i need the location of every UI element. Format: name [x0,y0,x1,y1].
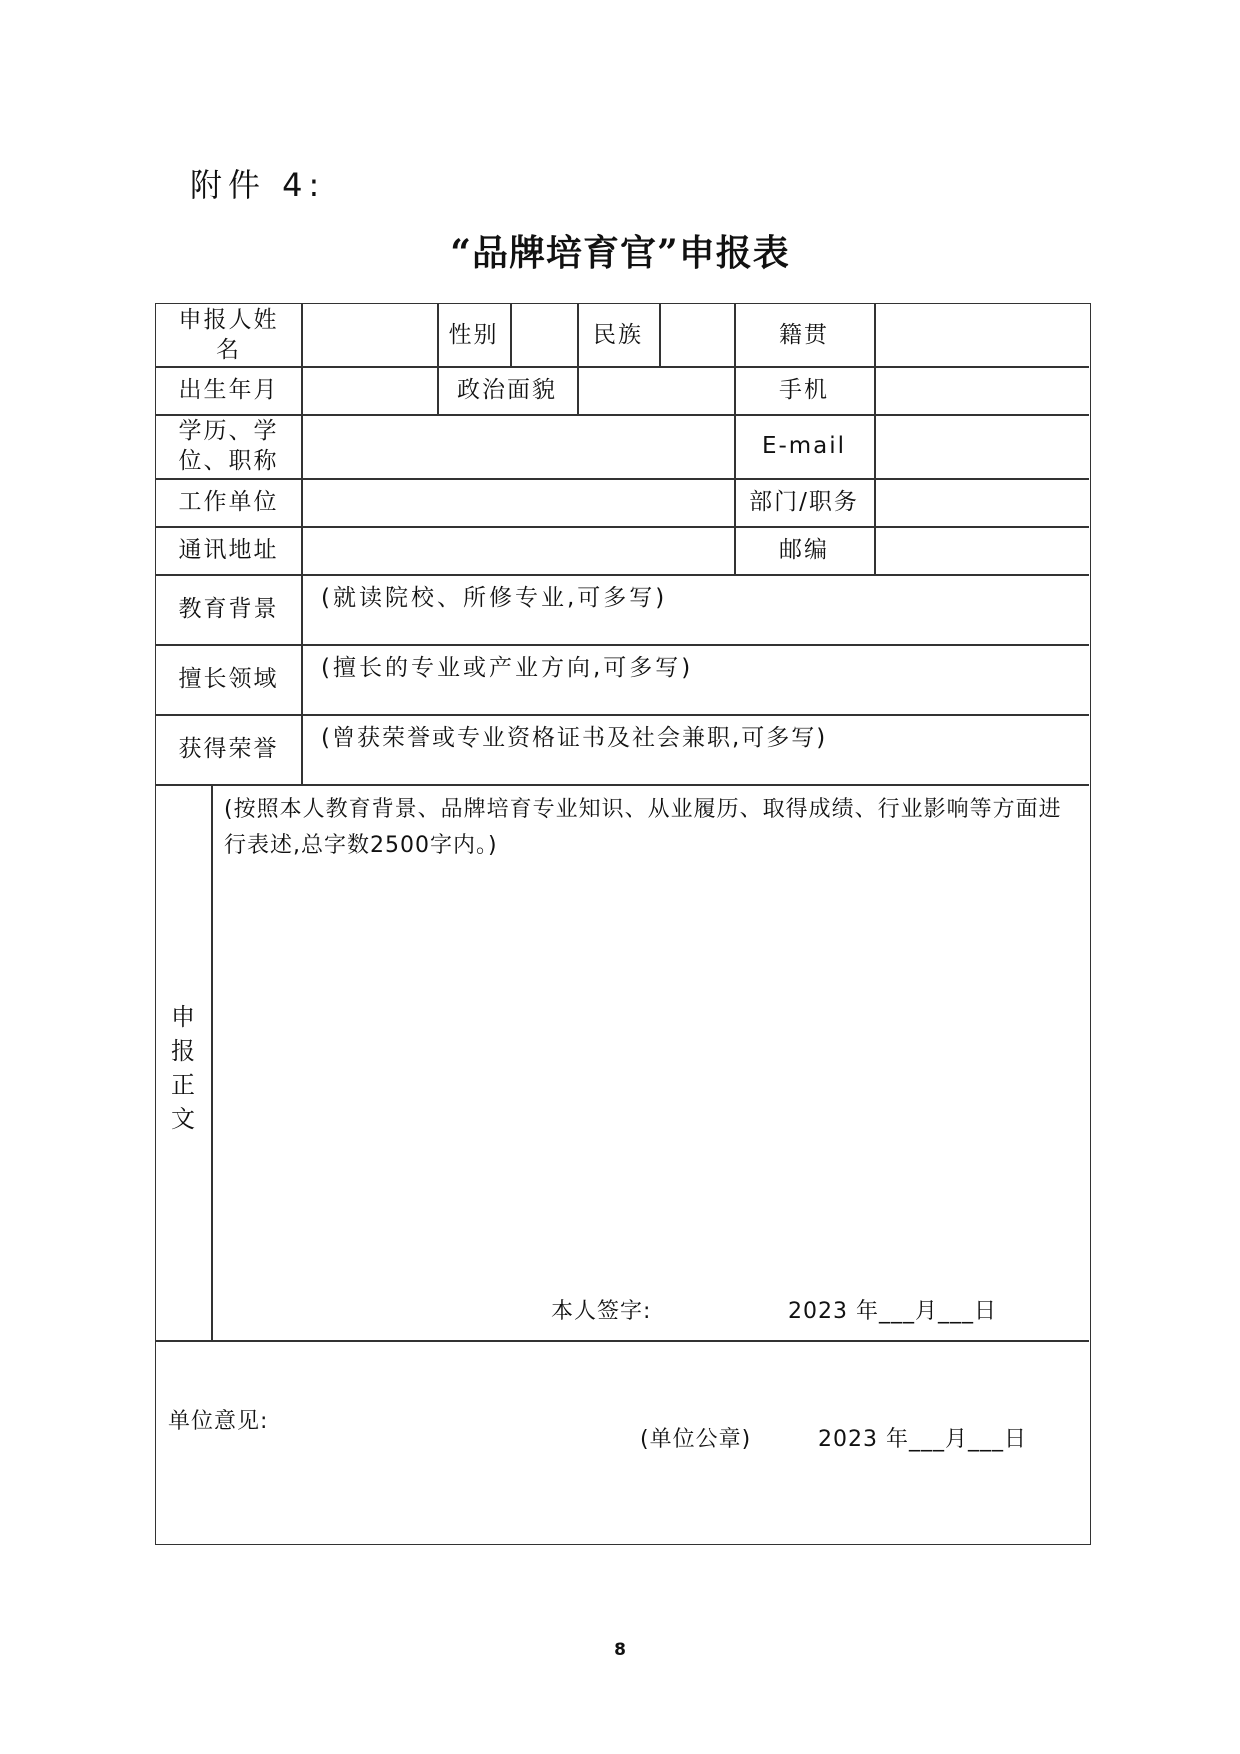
political-label: 政治面貌 [457,377,557,403]
honors-label: 获得荣誉 [178,736,279,762]
row-divider [156,1340,1089,1342]
expertise-label: 擅长领域 [178,666,279,692]
mobile-label: 手机 [779,377,829,403]
political-field[interactable] [578,366,734,414]
attachment-label: 附件 4: [190,166,326,204]
dept-field[interactable] [875,478,1089,526]
education-label-line1: 学历、学 [178,418,279,444]
unit-opinion-label: 单位意见: [168,1409,269,1434]
label-char: 报 [171,1037,195,1065]
expertise-field[interactable]: (擅长的专业或产业方向,可多写) [321,655,694,681]
education-field[interactable] [302,414,734,478]
gender-field[interactable] [511,304,577,366]
row-divider [156,784,1089,786]
employer-field[interactable] [302,478,734,526]
label-char: 文 [171,1105,195,1133]
email-field[interactable] [875,414,1089,478]
education-label-line2: 位、职称 [178,448,279,474]
signature-date: 2023 年___月___日 [788,1299,997,1324]
label-char: 申 [171,1003,195,1031]
name-label: 申报人姓名 [178,307,279,363]
form-title: “品牌培育官”申报表 [450,232,790,274]
ethnicity-label: 民族 [593,322,643,348]
unit-seal-label: (单位公章) [640,1427,752,1452]
birth-field[interactable] [302,366,437,414]
gender-label: 性别 [448,322,499,348]
postcode-field[interactable] [875,526,1089,574]
signature-label: 本人签字: [551,1299,652,1324]
address-label: 通讯地址 [178,537,279,563]
col-divider [211,784,213,1340]
honors-field[interactable]: (曾获荣誉或专业资格证书及社会兼职,可多写) [321,725,828,751]
native-place-field[interactable] [875,304,1089,366]
unit-opinion-date: 2023 年___月___日 [818,1427,1027,1452]
ethnicity-field[interactable] [660,304,734,366]
education-background-label: 教育背景 [178,596,279,622]
mobile-field[interactable] [875,366,1089,414]
application-form [155,303,1091,1545]
dept-label: 部门/职务 [749,489,859,515]
employer-label: 工作单位 [178,489,279,515]
page-number: 8 [614,1640,626,1660]
education-background-field[interactable]: (就读院校、所修专业,可多写) [321,585,668,611]
native-place-label: 籍贯 [779,322,829,348]
birth-label: 出生年月 [178,377,279,403]
education-label [156,414,301,478]
name-field[interactable] [302,304,437,366]
email-label: E-mail [761,433,847,459]
application-text-label [166,1000,200,1136]
application-text-field[interactable]: (按照本人教育背景、品牌培育专业知识、从业履历、取得成绩、行业影响等方面进行表述,总字数2500字内。) [224,797,1062,858]
address-field[interactable] [302,526,734,574]
label-char: 正 [171,1071,195,1099]
postcode-label: 邮编 [779,537,829,563]
